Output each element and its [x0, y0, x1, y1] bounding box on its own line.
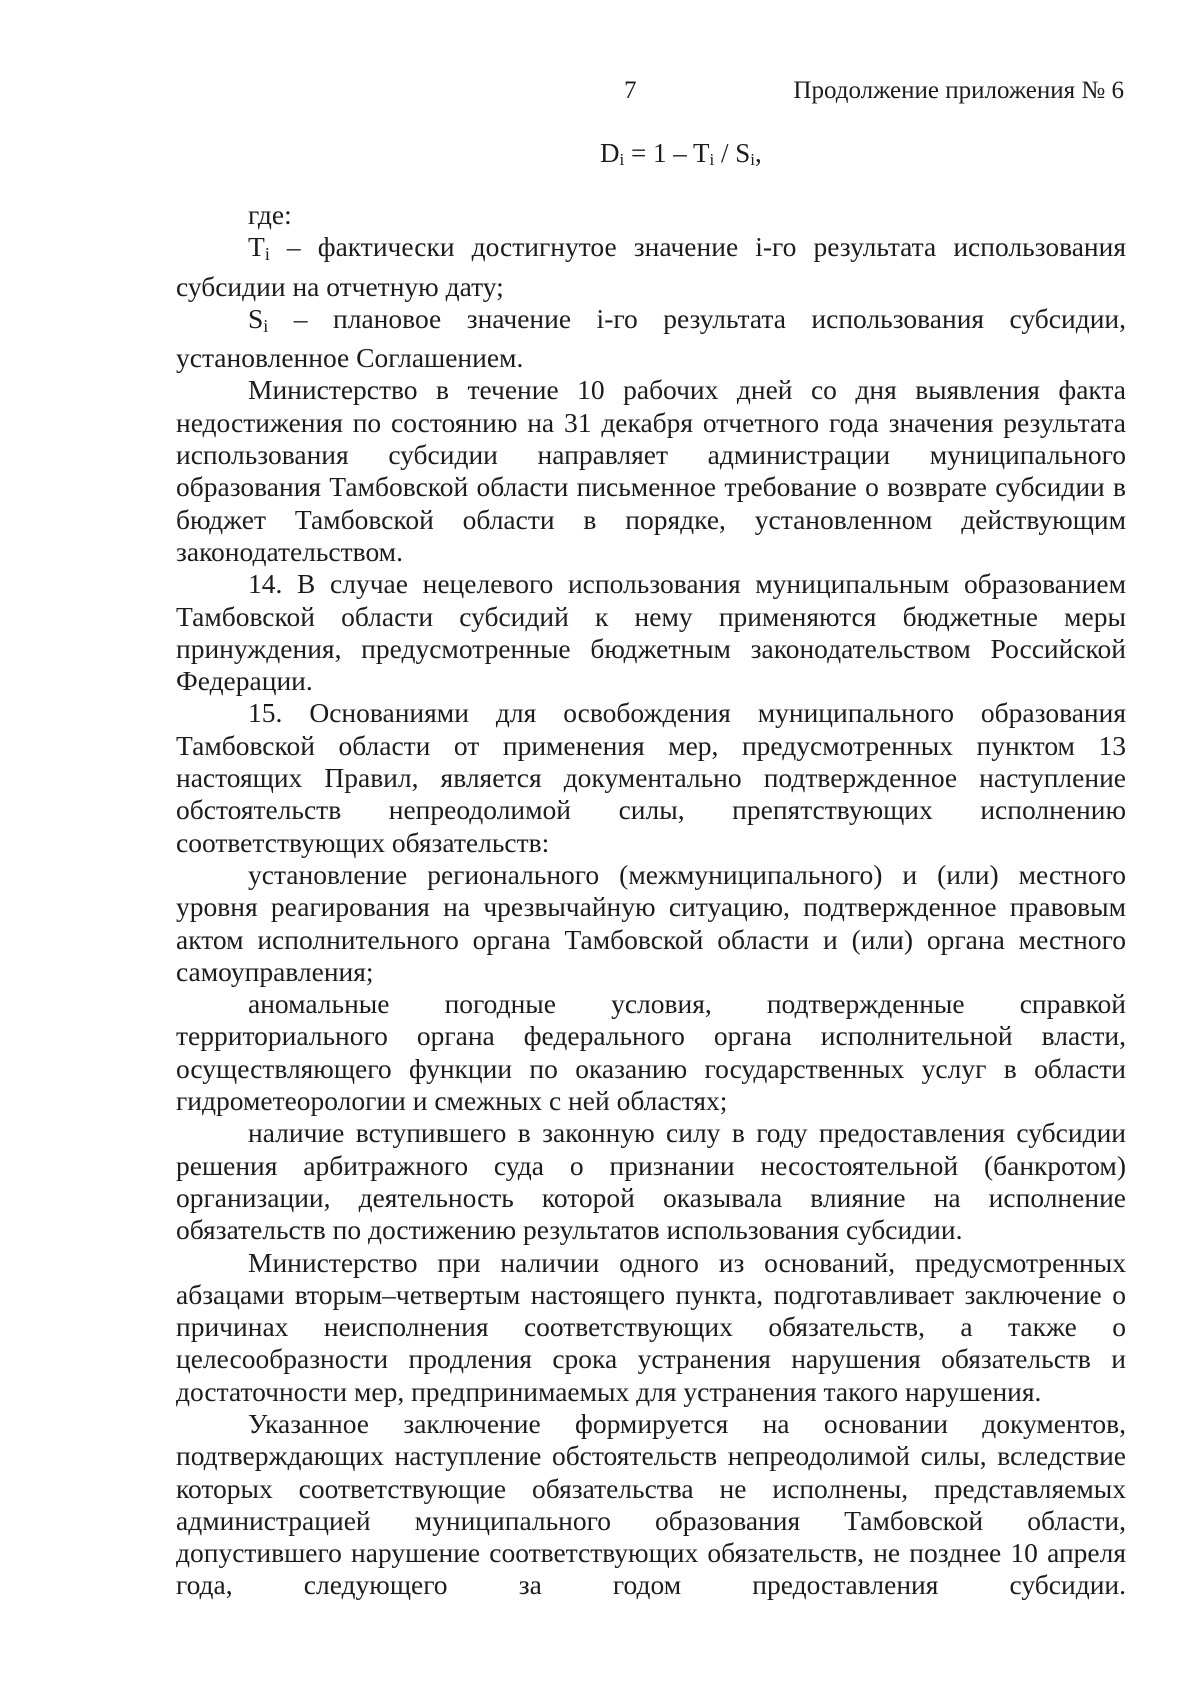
- paragraph-ti-definition: [176, 231, 1126, 303]
- si-subscript: i: [263, 315, 269, 336]
- appendix-continuation-header: Продолжение приложения № 6: [793, 77, 1124, 104]
- si-text: – плановое значение i-го результата использования субсидии, установленное Соглашением.: [176, 302, 1126, 374]
- paragraph-court: наличие вступившего в законную силу в году предоставления субсидии решения арбитражного суда о признании несостоятельной (банкротом) организации, деятельность которой оказывала влияние на исполнение обязательств по достижению результатов использования субсидии.: [176, 1117, 1126, 1246]
- paragraph-ministry-requirement: Министерство в течение 10 рабочих дней со дня выявления факта недостижения по состоянию на 31 декабря отчетного года значения результата использования субсидии направляет администрации муниципального образования Тамбовской области письменное требование о возврате субсидии в бюджет Тамбовской области в порядке, установленном действующим законодательством.: [176, 374, 1126, 567]
- paragraph-emergency: установление регионального (межмуниципального) и (или) местного уровня реагирования на чрезвычайную ситуацию, подтвержденное правовым актом исполнительного органа Тамбовской области и (или) органа местного самоуправления;: [176, 858, 1126, 987]
- paragraph-documents: Указанное заключение формируется на основании документов, подтверждающих наступление обстоятельств непреодолимой силы, вследствие которых соответствующие обязательства не исполнены, представляемых администрацией муниципального образования Тамбовской области, допустившего нарушение соответствующих обязательств, не позднее 10 апреля года, следующего за годом предоставления субсидии.: [176, 1407, 1126, 1601]
- document-body: [176, 199, 1126, 1602]
- formula-d-symbol: D: [600, 138, 620, 168]
- ti-text: – фактически достигнутое значение i-го результата использования субсидии на отчетную дату;: [176, 231, 1126, 302]
- ti-subscript: i: [264, 244, 270, 265]
- page-number: 7: [624, 77, 637, 104]
- paragraph-si-definition: [176, 303, 1126, 375]
- paragraph-conclusion: Министерство при наличии одного из оснований, предусмотренных абзацами вторым–четвертым настоящего пункта, подготавливает заключение о причинах неисполнения соответствующих обязательств, а также о целесообразности продления срока устранения нарушения обязательств и достаточности мер, предпринимаемых для устранения такого нарушения.: [176, 1246, 1126, 1407]
- paragraph-14: 14. В случае нецелевого использования муниципальным образованием Тамбовской области субсидий к нему применяются бюджетные меры принуждения, предусмотренные бюджетным законодательством Российской Федерации.: [176, 568, 1126, 697]
- formula-slash-s: / S: [714, 138, 751, 168]
- formula-t-subscript: i: [709, 150, 715, 169]
- paragraph-where: где:: [248, 199, 292, 230]
- formula-di: [600, 137, 762, 176]
- paragraph-weather: аномальные погодные условия, подтвержденные справкой территориального органа федерального органа исполнительной власти, осуществляющего функции по оказанию государственных услуг в области гидрометеорологии и смежных с ней областях;: [176, 988, 1126, 1117]
- si-symbol: S: [248, 302, 264, 334]
- formula-end: ,: [754, 138, 762, 168]
- paragraph-15: 15. Основаниями для освобождения муниципального образования Тамбовской области от применения мер, предусмотренных пунктом 13 настоящих Правил, является документально подтвержденное наступление обстоятельств непреодолимой силы, препятствующих исполнению соответствующих обязательств:: [176, 697, 1126, 858]
- formula-middle: = 1 – T: [624, 138, 710, 168]
- formula-s-subscript: i: [750, 150, 755, 169]
- ti-symbol: T: [248, 231, 265, 263]
- formula-d-subscript: i: [619, 150, 625, 169]
